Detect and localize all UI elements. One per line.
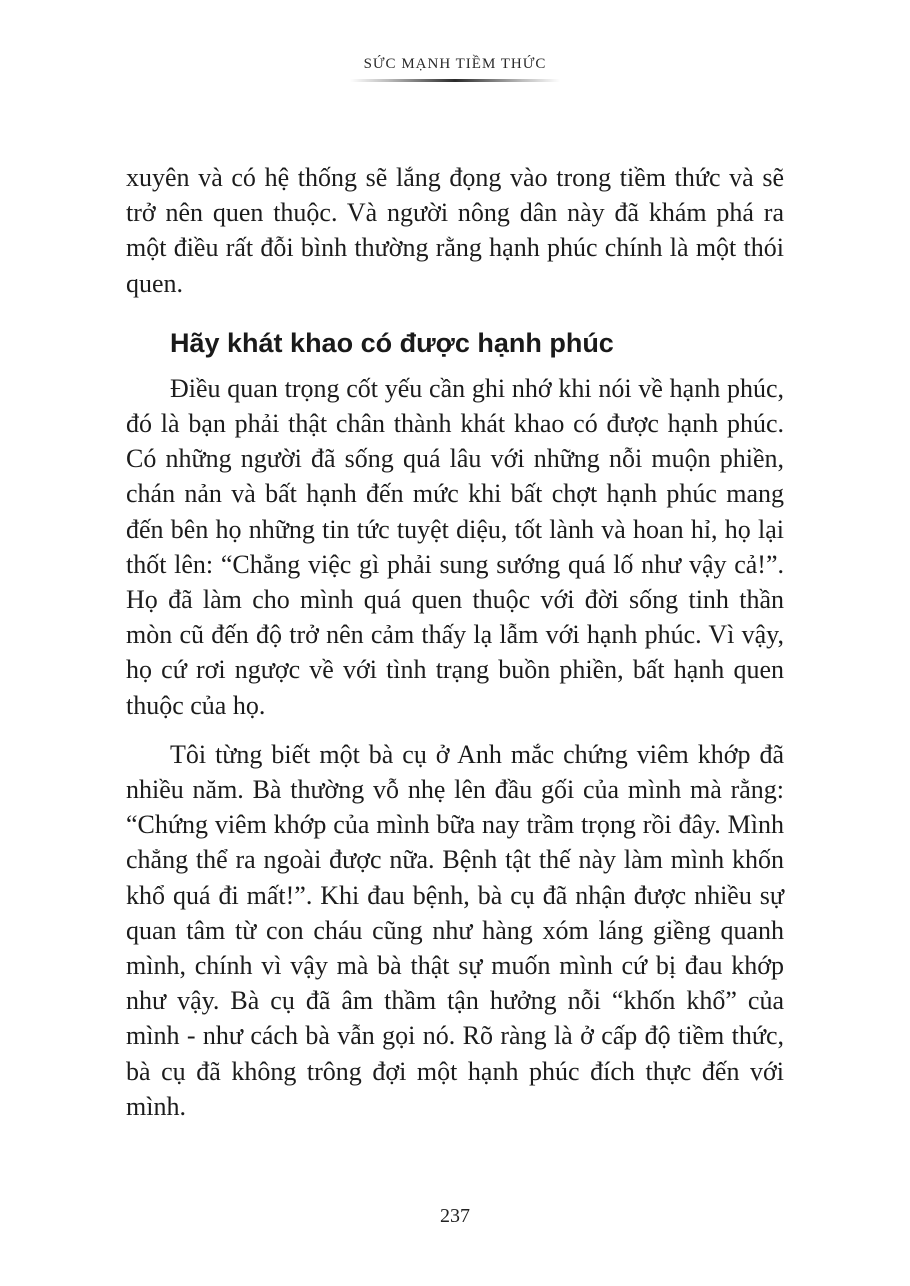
- running-header: SỨC MẠNH TIỀM THỨC: [363, 56, 547, 72]
- section-heading: Hãy khát khao có được hạnh phúc: [170, 327, 614, 358]
- header-rule: [350, 79, 560, 82]
- body-text: [126, 160, 784, 1124]
- paragraph-arthritis-story: Tôi từng biết một bà cụ ở Anh mắc chứng viêm khớp đã nhiều năm. Bà thường vỗ nhẹ lên đầu gối của mình mà rằng: “Chứng viêm khớp của mình bữa nay trầm trọng rồi đây. Mình chẳng thể ra ngoài được nữa. Bệnh tật thế này làm mình khốn khổ quá đi mất!”. Khi đau bệnh, bà cụ đã nhận được nhiều sự quan tâm từ con cháu cũng như hàng xóm láng giềng quanh mình, chính vì vậy mà bà thật sự muốn mình cứ bị đau khớp như vậy. Bà cụ đã âm thầm tận hưởng nỗi “khốn khổ” của mình - như cách bà vẫn gọi nó. Rõ ràng là ở cấp độ tiềm thức, bà cụ đã không trông đợi một hạnh phúc đích thực đến với mình.: [126, 739, 784, 1121]
- page-number: 237: [440, 1205, 470, 1227]
- paragraph-desire-happiness: Điều quan trọng cốt yếu cần ghi nhớ khi nói về hạnh phúc, đó là bạn phải thật chân thành khát khao có được hạnh phúc. Có những người đã sống quá lâu với những nỗi muộn phiền, chán nản và bất hạnh đến mức khi bất chợt hạnh phúc mang đến bên họ những tin tức tuyệt diệu, tốt lành và hoan hỉ, họ lại thốt lên: “Chẳng việc gì phải sung sướng quá lố như vậy cả!”. Họ đã làm cho mình quá quen thuộc với đời sống tinh thần mòn cũ đến độ trở nên cảm thấy lạ lẫm với hạnh phúc. Vì vậy, họ cứ rơi ngược về với tình trạng buồn phiền, bất hạnh quen thuộc của họ.: [126, 373, 784, 720]
- paragraph-continuation: xuyên và có hệ thống sẽ lắng đọng vào trong tiềm thức và sẽ trở nên quen thuộc. Và người nông dân này đã khám phá ra một điều rất đỗi bình thường rằng hạnh phúc chính là một thói quen.: [126, 163, 784, 298]
